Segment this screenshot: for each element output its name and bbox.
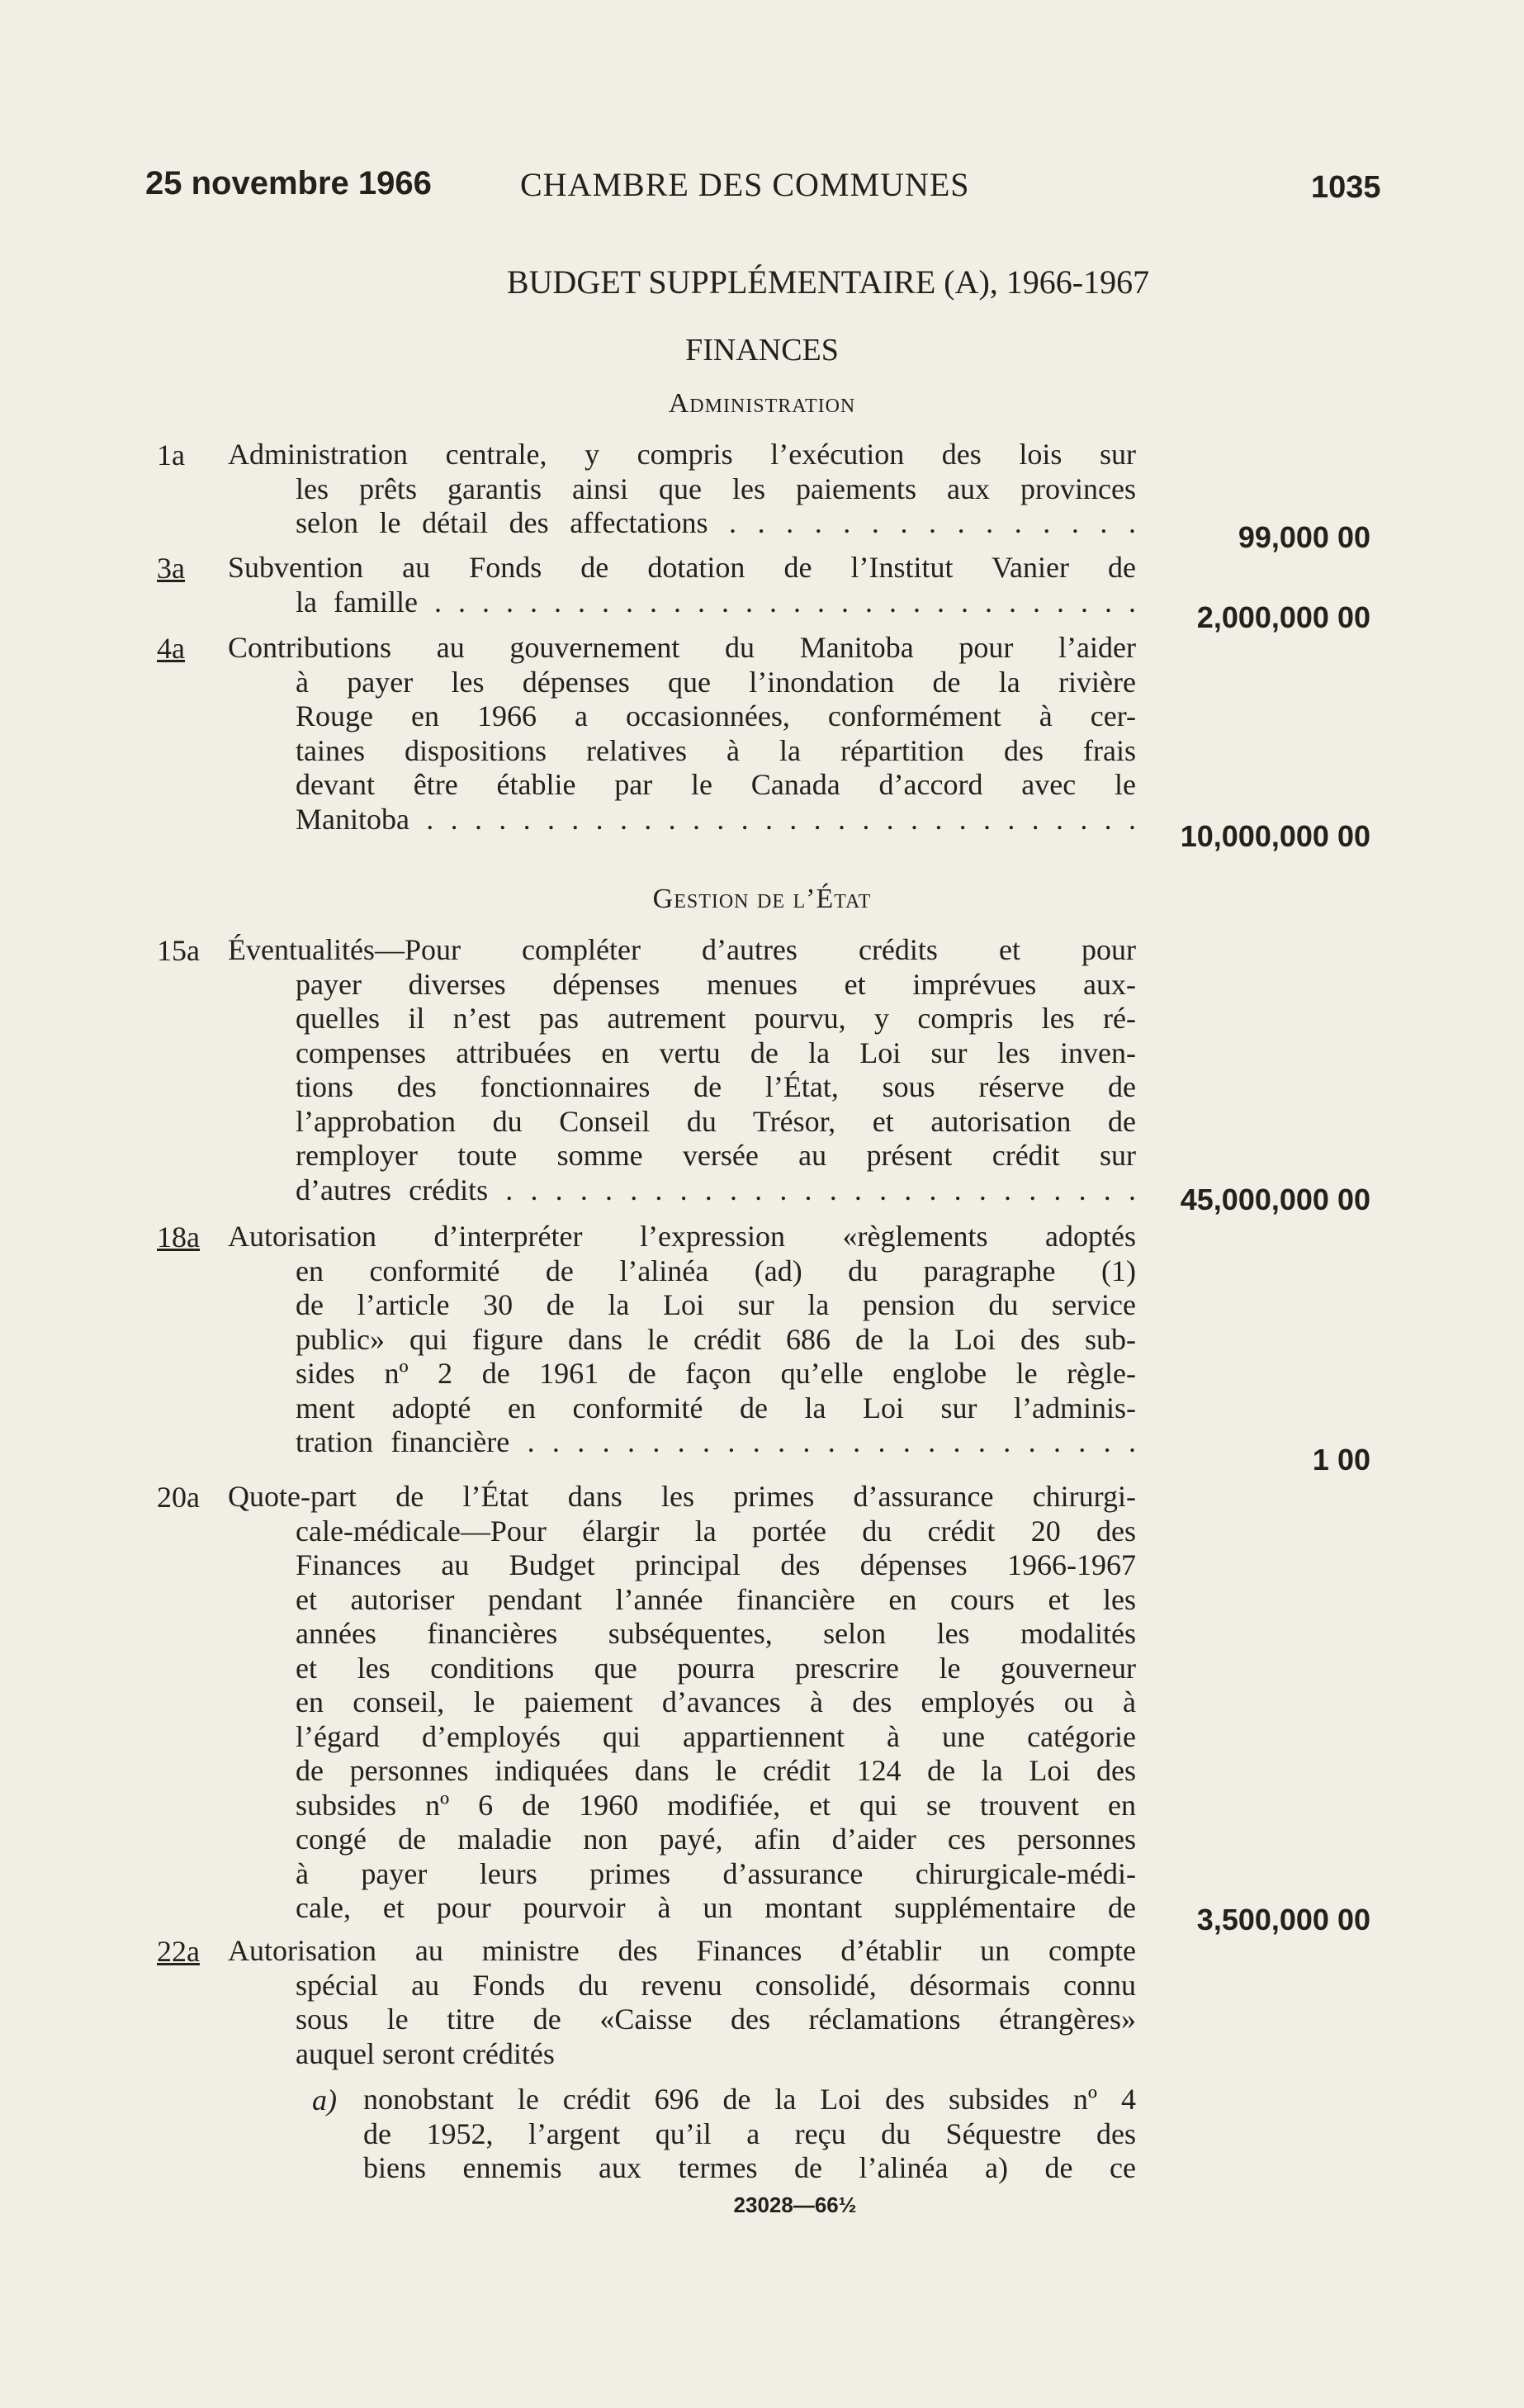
vote-text bbox=[228, 631, 1136, 837]
vote-number: 18a bbox=[157, 1221, 200, 1254]
text-line: public» qui figure dans le crédit 686 de la Loi des sub- bbox=[296, 1322, 1136, 1356]
vote-amount: 3,500,000 00 bbox=[1196, 1903, 1370, 1936]
text-line: à payer leurs primes d’assurance chirurgicale-médi- bbox=[296, 1856, 1136, 1890]
text-line: biens ennemis aux termes de l’alinéa a) de ce bbox=[363, 2151, 1136, 2184]
text-line: Rouge en 1966 a occasionnées, conformément à cer- bbox=[296, 699, 1136, 732]
text-line: subsides nº 6 de 1960 modifiée, et qui se trouvent en bbox=[296, 1788, 1136, 1822]
text-line: à payer les dépenses que l’inondation de la rivière bbox=[296, 665, 1136, 699]
vote-amount: 10,000,000 00 bbox=[1180, 819, 1370, 853]
text-line: congé de maladie non payé, afin d’aider ces personnes bbox=[296, 1823, 1136, 1856]
text-line: cale-médicale—Pour élargir la portée du crédit 20 des bbox=[296, 1514, 1136, 1548]
vote-number: 4a bbox=[157, 632, 185, 665]
department-title: FINANCES bbox=[685, 333, 839, 367]
text-line: quelles il n’est pas autrement pourvu, y compris les ré- bbox=[296, 1002, 1136, 1035]
text-line: compenses attribuées en vertu de la Loi sur les inven- bbox=[296, 1036, 1136, 1069]
vote-text bbox=[228, 1480, 1136, 1926]
text-line: de personnes indiquées dans le crédit 124 de la Loi des bbox=[296, 1754, 1136, 1787]
text-line: tration financière . . . . . . . . . . . . . . . . . . . . . . . . . bbox=[296, 1425, 1136, 1458]
subitem-text bbox=[363, 2083, 1136, 2186]
text-line: en conseil, le paiement d’avances à des employés ou à bbox=[296, 1685, 1136, 1718]
text-line: spécial au Fonds du revenu consolidé, désormais connu bbox=[296, 1968, 1136, 2002]
text-line: Autorisation d’interpréter l’expression «règlements adoptés bbox=[228, 1220, 1136, 1253]
vote-text bbox=[228, 1934, 1136, 2071]
vote-number: 3a bbox=[157, 552, 185, 585]
text-line: ment adopté en conformité de la Loi sur l’adminis- bbox=[296, 1391, 1136, 1424]
vote-amount: 2,000,000 00 bbox=[1196, 600, 1370, 634]
subitem-label: a) bbox=[312, 2083, 337, 2116]
vote-amount: 1 00 bbox=[1312, 1443, 1370, 1477]
text-line: cale, et pour pourvoir à un montant supplémentaire de bbox=[296, 1891, 1136, 1924]
vote-number: 20a bbox=[157, 1481, 200, 1514]
budget-title: BUDGET SUPPLÉMENTAIRE (A), 1966-1967 bbox=[506, 263, 1150, 301]
text-line: en conformité de l’alinéa (ad) du paragraphe (1) bbox=[296, 1254, 1136, 1287]
text-line: et les conditions que pourra prescrire le gouverneur bbox=[296, 1651, 1136, 1685]
vote-text bbox=[228, 438, 1136, 541]
vote-number: 15a bbox=[157, 934, 200, 967]
vote-number: 22a bbox=[157, 1935, 200, 1968]
vote-text bbox=[228, 551, 1136, 619]
text-line: d’autres crédits . . . . . . . . . . . . . . . . . . . . . . . . . . bbox=[296, 1173, 1136, 1206]
printer-footer: 23028—66½ bbox=[733, 2192, 857, 2217]
text-line: Contributions au gouvernement du Manitoba pour l’aider bbox=[228, 631, 1136, 664]
text-line: Quote-part de l’État dans les primes d’assurance chirurgi- bbox=[228, 1480, 1136, 1513]
text-line: la famille . . . . . . . . . . . . . . . . . . . . . . . . . . . . . . bbox=[296, 585, 1136, 619]
text-line: l’égard d’employés qui appartiennent à une catégorie bbox=[296, 1719, 1136, 1753]
text-line: auquel seront crédités bbox=[296, 2036, 555, 2070]
text-line: sous le titre de «Caisse des réclamations étrangères» bbox=[296, 2003, 1136, 2036]
text-line: Finances au Budget principal des dépenses 1966-1967 bbox=[296, 1548, 1136, 1581]
text-line: de 1952, l’argent qu’il a reçu du Séquestre des bbox=[363, 2116, 1136, 2150]
section-administration: Administration bbox=[668, 388, 856, 419]
vote-amount: 99,000 00 bbox=[1238, 520, 1370, 554]
text-line: remployer toute somme versée au présent crédit sur bbox=[296, 1139, 1136, 1172]
vote-text bbox=[228, 933, 1136, 1207]
text-line: Éventualités—Pour compléter d’autres crédits et pour bbox=[228, 933, 1136, 966]
header-date: 25 novembre 1966 bbox=[145, 165, 432, 201]
text-line: taines dispositions relatives à la répartition des frais bbox=[296, 733, 1136, 767]
text-line: Autorisation au ministre des Finances d’établir un compte bbox=[228, 1934, 1136, 1967]
vote-amount: 45,000,000 00 bbox=[1180, 1183, 1370, 1216]
text-line: les prêts garantis ainsi que les paiements aux provinces bbox=[296, 472, 1136, 505]
text-line: tions des fonctionnaires de l’État, sous réserve de bbox=[296, 1070, 1136, 1103]
text-line: Subvention au Fonds de dotation de l’Institut Vanier de bbox=[228, 551, 1136, 584]
text-line: de l’article 30 de la Loi sur la pension du service bbox=[296, 1288, 1136, 1321]
text-line: Manitoba . . . . . . . . . . . . . . . . . . . . . . . . . . . . . . bbox=[296, 802, 1136, 836]
text-line: Administration centrale, y compris l’exécution des lois sur bbox=[228, 438, 1136, 471]
page-number: 1035 bbox=[1311, 170, 1381, 205]
page-header bbox=[0, 165, 1524, 215]
text-line: années financières subséquentes, selon les modalités bbox=[296, 1617, 1136, 1650]
text-line: payer diverses dépenses menues et imprévues aux- bbox=[296, 967, 1136, 1001]
text-line: nonobstant le crédit 696 de la Loi des subsides nº 4 bbox=[363, 2083, 1136, 2116]
vote-text bbox=[228, 1220, 1136, 1460]
text-line: l’approbation du Conseil du Trésor, et autorisation de bbox=[296, 1104, 1136, 1138]
vote-number: 1a bbox=[157, 438, 185, 472]
section-gestion: Gestion de l’État bbox=[652, 884, 872, 914]
text-line: selon le détail des affectations . . . . . . . . . . . . . . . bbox=[296, 506, 1136, 539]
text-line: devant être établie par le Canada d’accord avec le bbox=[296, 768, 1136, 801]
text-line: sides nº 2 de 1961 de façon qu’elle englobe le règle- bbox=[296, 1357, 1136, 1390]
text-line: et autoriser pendant l’année financière en cours et les bbox=[296, 1582, 1136, 1616]
header-house: CHAMBRE DES COMMUNES bbox=[520, 166, 970, 203]
